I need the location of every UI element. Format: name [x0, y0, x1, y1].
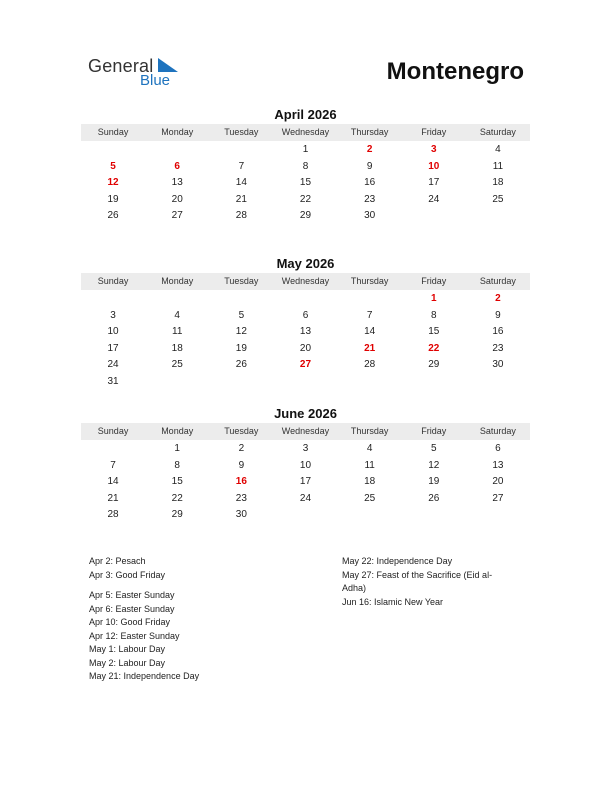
holiday-day-cell: 2 — [495, 293, 501, 304]
day-cell — [466, 374, 530, 391]
day-cell: 7 — [110, 459, 116, 471]
day-cell: 25 — [364, 492, 376, 504]
day-cell: 16 — [364, 177, 376, 189]
holiday-entry: Apr 6: Easter Sunday — [89, 603, 175, 614]
weekday-label: Thursday — [350, 276, 389, 286]
day-cell: 19 — [107, 193, 119, 205]
day-cell: 8 — [430, 309, 437, 321]
weekday-label: Friday — [421, 276, 447, 286]
day-cell: 4 — [174, 309, 180, 321]
day-cell: 15 — [428, 326, 440, 338]
day-cell — [273, 507, 337, 524]
month-may — [81, 255, 530, 391]
day-cell: 26 — [107, 210, 119, 222]
day-cell: 17 — [428, 177, 440, 189]
day-cell: 14 — [107, 476, 119, 488]
weekday-label: Friday — [421, 127, 447, 137]
day-cell — [402, 208, 466, 225]
brand-logo — [88, 56, 198, 96]
day-cell: 20 — [492, 476, 504, 488]
holiday-entry: May 1: Labour Day — [89, 644, 166, 654]
day-cell: 7 — [366, 309, 373, 321]
day-cell: 28 — [235, 210, 247, 222]
day-cell: 22 — [171, 492, 183, 504]
day-cell: 26 — [428, 492, 440, 504]
holiday-day-cell: 12 — [107, 177, 119, 189]
day-cell — [145, 374, 209, 391]
day-cell: 18 — [171, 342, 183, 354]
day-cell: 19 — [235, 342, 247, 354]
holiday-entry: Apr 5: Easter Sunday — [89, 590, 175, 600]
weekday-label: Tuesday — [224, 426, 259, 436]
day-cell: 13 — [299, 326, 312, 338]
day-cell: 8 — [302, 160, 309, 172]
day-cell: 1 — [302, 144, 309, 155]
day-cell: 4 — [495, 144, 501, 155]
holiday-entry: Apr 2: Pesach — [89, 556, 146, 566]
weekday-label: Thursday — [350, 127, 389, 137]
day-cell: 22 — [299, 193, 312, 205]
day-cell: 12 — [428, 459, 440, 471]
holiday-entry: Apr 10: Good Friday — [89, 617, 171, 627]
day-cell: 4 — [366, 443, 373, 454]
day-cell: 11 — [364, 459, 375, 471]
holiday-group — [89, 589, 309, 684]
holiday-day-cell: 27 — [299, 359, 312, 371]
holiday-day-cell: 1 — [430, 293, 437, 304]
weekday-label: Thursday — [350, 426, 389, 436]
weekday-label: Sunday — [97, 276, 129, 286]
day-cell: 9 — [495, 309, 501, 321]
day-cell: 6 — [495, 443, 501, 454]
day-cell: 21 — [107, 492, 119, 504]
day-cell: 13 — [492, 459, 504, 471]
weekday-label: Wednesday — [281, 127, 330, 137]
day-cell — [402, 507, 466, 524]
day-cell: 31 — [107, 375, 119, 387]
day-grid — [81, 142, 530, 225]
holiday-list-right — [342, 555, 520, 616]
holiday-entry: May 27: Feast of the Sacrifice (Eid al- Adha) — [342, 569, 493, 593]
country-title: Montenegro — [386, 58, 524, 85]
day-cell: 5 — [238, 309, 245, 321]
brand-general-text: General — [88, 56, 154, 76]
day-cell: 23 — [364, 193, 376, 205]
day-cell: 19 — [428, 476, 440, 488]
holiday-entry: May 2: Labour Day — [89, 657, 166, 668]
day-cell: 9 — [366, 160, 373, 172]
day-cell: 20 — [299, 342, 312, 354]
weekday-label: Monday — [161, 276, 194, 286]
day-cell — [338, 374, 402, 391]
weekday-header — [81, 124, 530, 141]
day-cell: 17 — [299, 476, 312, 488]
day-cell — [466, 208, 530, 225]
day-cell: 30 — [364, 210, 376, 222]
weekday-label: Friday — [421, 426, 447, 436]
day-cell: 28 — [364, 359, 376, 371]
holiday-day-cell: 21 — [364, 342, 376, 354]
day-cell: 30 — [492, 359, 504, 371]
day-cell — [209, 374, 273, 391]
day-cell — [81, 441, 145, 458]
day-cell — [338, 507, 402, 524]
month-april — [81, 106, 530, 225]
day-cell: 17 — [107, 342, 119, 354]
day-cell — [145, 291, 209, 308]
holiday-entry: Apr 12: Easter Sunday — [89, 630, 180, 641]
day-cell: 3 — [302, 443, 309, 454]
holiday-group — [89, 555, 309, 582]
day-cell: 3 — [110, 309, 116, 321]
day-cell: 20 — [171, 193, 183, 205]
day-cell — [209, 142, 273, 159]
holiday-list-left — [89, 555, 309, 691]
holiday-day-cell: 3 — [430, 144, 437, 155]
weekday-label: Monday — [161, 426, 194, 436]
day-cell — [209, 291, 273, 308]
holiday-day-cell: 6 — [174, 160, 180, 172]
day-grid — [81, 291, 530, 391]
day-cell: 27 — [492, 492, 504, 504]
day-cell: 14 — [364, 326, 376, 338]
day-cell: 23 — [492, 342, 504, 354]
weekday-header — [81, 423, 530, 440]
day-cell: 6 — [302, 309, 309, 321]
month-june — [81, 405, 530, 524]
day-cell — [81, 291, 145, 308]
month-title: April 2026 — [274, 107, 337, 122]
day-cell — [273, 374, 337, 391]
day-cell — [466, 507, 530, 524]
day-cell: 9 — [238, 459, 245, 471]
holiday-group — [342, 555, 520, 609]
holiday-day-cell: 2 — [366, 144, 373, 155]
day-cell: 11 — [492, 160, 504, 172]
weekday-label: Tuesday — [224, 127, 259, 137]
day-cell: 24 — [299, 492, 312, 504]
weekday-label: Monday — [161, 127, 194, 137]
holiday-day-cell: 10 — [428, 160, 440, 172]
day-cell: 29 — [299, 210, 312, 222]
month-title: June 2026 — [274, 406, 337, 421]
day-cell: 8 — [174, 459, 180, 471]
day-cell — [273, 291, 337, 308]
weekday-label: Wednesday — [281, 426, 330, 436]
day-cell — [402, 374, 466, 391]
holiday-day-cell: 22 — [428, 342, 440, 354]
day-cell: 25 — [492, 193, 504, 205]
day-cell: 12 — [235, 326, 247, 338]
day-cell: 11 — [172, 326, 183, 338]
day-cell: 26 — [235, 359, 247, 371]
weekday-label: Saturday — [479, 426, 516, 436]
weekday-label: Tuesday — [224, 276, 259, 286]
day-cell: 28 — [107, 509, 119, 521]
day-cell: 10 — [299, 459, 312, 471]
day-cell: 18 — [492, 177, 504, 189]
day-cell: 13 — [171, 177, 183, 189]
weekday-label: Saturday — [479, 127, 516, 137]
day-cell: 5 — [430, 443, 437, 454]
day-cell: 18 — [364, 476, 376, 488]
holiday-entry: May 21: Independence Day — [89, 671, 200, 681]
day-cell: 30 — [235, 509, 247, 521]
weekday-label: Wednesday — [281, 276, 330, 286]
day-cell: 7 — [238, 160, 245, 172]
day-cell: 15 — [299, 177, 312, 189]
holiday-entry: May 22: Independence Day — [342, 556, 453, 566]
day-cell: 24 — [428, 193, 440, 205]
brand-flag-icon — [158, 58, 178, 72]
day-cell: 1 — [174, 443, 180, 454]
day-cell — [145, 142, 209, 159]
day-cell — [338, 291, 402, 308]
day-cell: 16 — [492, 326, 504, 338]
brand-blue-text: Blue — [140, 72, 171, 89]
day-cell: 14 — [235, 177, 247, 189]
holiday-day-cell: 16 — [235, 476, 247, 488]
day-cell: 27 — [171, 210, 183, 222]
day-cell: 15 — [171, 476, 183, 488]
holiday-entry: Jun 16: Islamic New Year — [342, 596, 444, 607]
weekday-label: Sunday — [97, 127, 129, 137]
day-cell: 29 — [171, 509, 183, 521]
weekday-header — [81, 273, 530, 290]
weekday-label: Saturday — [479, 276, 516, 286]
day-cell: 21 — [235, 193, 247, 205]
day-cell: 29 — [428, 359, 440, 371]
day-cell: 23 — [235, 492, 247, 504]
day-cell: 2 — [238, 443, 245, 454]
day-grid — [81, 441, 530, 524]
weekday-label: Sunday — [97, 426, 129, 436]
holiday-day-cell: 5 — [110, 160, 116, 172]
day-cell: 25 — [171, 359, 183, 371]
holiday-entry: Apr 3: Good Friday — [89, 569, 166, 580]
month-title: May 2026 — [276, 256, 335, 271]
day-cell: 10 — [107, 326, 119, 338]
day-cell — [81, 142, 145, 159]
day-cell: 24 — [107, 359, 119, 371]
